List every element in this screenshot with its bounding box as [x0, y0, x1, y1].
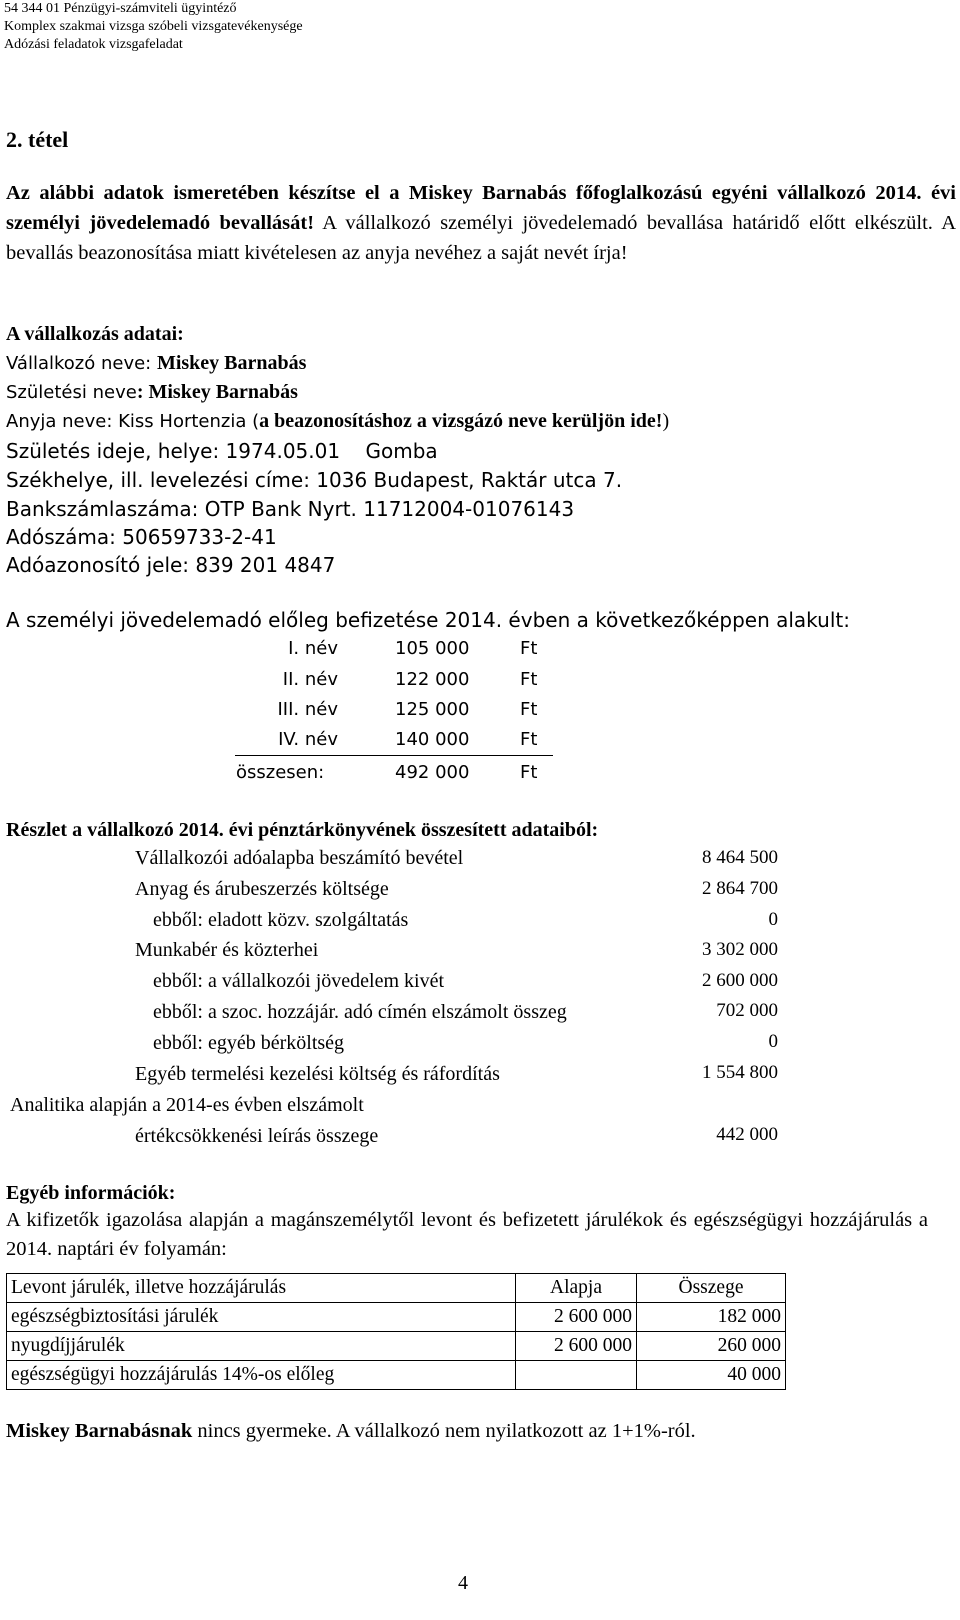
advance-unit-4: Ft	[520, 729, 538, 750]
final-note: Miskey Barnabásnak nincs gyermeke. A vállalkozó nem nyilatkozott az 1+1%-ról.	[6, 1420, 696, 1442]
advance-amount-3: 125 000	[395, 699, 470, 720]
table-cell: 2 600 000	[516, 1303, 637, 1332]
depreciation-value: 442 000	[716, 1124, 778, 1145]
table-cell: egészségügyi hozzájárulás 14%-os előleg	[7, 1361, 516, 1390]
advance-total-label: összesen:	[236, 762, 325, 783]
cashbook-value-8: 1 554 800	[702, 1062, 778, 1083]
cashbook-heading: Részlet a vállalkozó 2014. évi pénztárkönyvének összesített adataiból:	[6, 819, 599, 841]
birthname-line: Születési neve: Miskey Barnabás	[6, 381, 298, 403]
bank-line: Bankszámlaszáma: OTP Bank Nyrt. 11712004-01076143	[6, 497, 575, 521]
other-info-text: A kifizetők igazolása alapján a magánszemélytől levont és befizetett járulékok és egészségügyi hozzájárulás a 2014. naptári év folyamán:	[6, 1209, 928, 1260]
header-line-3: Adózási feladatok vizsgafeladat	[4, 37, 183, 52]
intro-note: A vállalkozó személyi jövedelemadó bevallása határidő előtt elkészült. A bevallás beazonosítása miatt kivételesen az anyja nevéhez a saját nevét írja!	[6, 212, 956, 264]
advance-amount-1: 105 000	[395, 638, 470, 659]
page-number: 4	[458, 1572, 468, 1594]
document-header	[4, 0, 303, 54]
intro-task: Az alábbi adatok ismeretében készítse el a Miskey Barnabás főfoglalkozású egyéni vállalkozó 2014. évi személyi jövedelemadó bevallását!	[6, 182, 956, 234]
mother-line: Anyja neve: Kiss Hortenzia (a beazonosításhoz a vizsgázó neve kerüljön ide!)	[6, 410, 670, 432]
contributions-table	[6, 1273, 786, 1390]
intro-paragraph	[6, 178, 956, 268]
advance-unit-2: Ft	[520, 669, 538, 690]
depreciation-label-1: Analitika alapján a 2014-es évben elszámolt	[10, 1094, 364, 1116]
cashbook-label-6: ebből: a szoc. hozzájár. adó címén elszámolt összeg	[153, 1001, 567, 1023]
cashbook-value-2: 2 864 700	[702, 878, 778, 899]
other-info-heading: Egyéb információk:	[6, 1182, 176, 1204]
cashbook-label-1: Vállalkozói adóalapba beszámító bevétel	[135, 847, 464, 869]
header-line-1: 54 344 01 Pénzügyi-számviteli ügyintéző	[4, 1, 237, 16]
advance-intro: A személyi jövedelemadó előleg befizetése 2014. évben a következőképpen alakult:	[6, 608, 850, 632]
cashbook-label-2: Anyag és árubeszerzés költsége	[135, 878, 389, 900]
cashbook-label-3: ebből: eladott közv. szolgáltatás	[153, 909, 409, 931]
advance-amount-2: 122 000	[395, 669, 470, 690]
cashbook-value-7: 0	[768, 1031, 778, 1052]
cashbook-label-4: Munkabér és közterhei	[135, 939, 319, 961]
advance-total-amount: 492 000	[395, 762, 470, 783]
cashbook-label-8: Egyéb termelési kezelési költség és ráfordítás	[135, 1063, 500, 1085]
tax-number-line: Adószáma: 50659733-2-41	[6, 525, 277, 549]
table-row	[7, 1361, 786, 1390]
table-row	[7, 1303, 786, 1332]
advance-label-2: II. név	[282, 669, 338, 690]
table-cell: 40 000	[637, 1361, 786, 1390]
tax-id-line: Adóazonosító jele: 839 201 4847	[6, 553, 336, 577]
advance-label-3: III. név	[277, 699, 338, 720]
table-header-cell: Összege	[637, 1274, 786, 1303]
item-title: 2. tétel	[6, 127, 69, 152]
table-header-cell: Alapja	[516, 1274, 637, 1303]
seat-line: Székhelye, ill. levelezési címe: 1036 Budapest, Raktár utca 7.	[6, 468, 623, 492]
owner-line: Vállalkozó neve: Miskey Barnabás	[6, 352, 307, 374]
table-cell: nyugdíjjárulék	[7, 1332, 516, 1361]
cashbook-label-7: ebből: egyéb bérköltség	[153, 1032, 345, 1054]
cashbook-value-1: 8 464 500	[702, 847, 778, 868]
cashbook-value-3: 0	[768, 909, 778, 930]
birth-line: Születés ideje, helye: 1974.05.01 Gomba	[6, 439, 438, 463]
table-cell: 2 600 000	[516, 1332, 637, 1361]
table-cell: 260 000	[637, 1332, 786, 1361]
header-line-2: Komplex szakmai vizsga szóbeli vizsgatevékenysége	[4, 19, 303, 34]
advance-unit-1: Ft	[520, 638, 538, 659]
advance-label-1: I. név	[288, 638, 338, 659]
table-header-cell: Levont járulék, illetve hozzájárulás	[7, 1274, 516, 1303]
sum-divider	[235, 755, 553, 756]
cashbook-value-6: 702 000	[716, 1000, 778, 1021]
depreciation-label-2: értékcsökkenési leírás összege	[135, 1125, 379, 1147]
advance-total-unit: Ft	[520, 762, 538, 783]
advance-amount-4: 140 000	[395, 729, 470, 750]
table-cell	[516, 1361, 637, 1390]
table-row	[7, 1332, 786, 1361]
table-cell: egészségbiztosítási járulék	[7, 1303, 516, 1332]
cashbook-label-5: ebből: a vállalkozói jövedelem kivét	[153, 970, 445, 992]
table-header-row	[7, 1274, 786, 1303]
table-cell: 182 000	[637, 1303, 786, 1332]
cashbook-value-4: 3 302 000	[702, 939, 778, 960]
company-heading: A vállalkozás adatai:	[6, 323, 184, 345]
cashbook-value-5: 2 600 000	[702, 970, 778, 991]
advance-label-4: IV. név	[278, 729, 338, 750]
advance-unit-3: Ft	[520, 699, 538, 720]
